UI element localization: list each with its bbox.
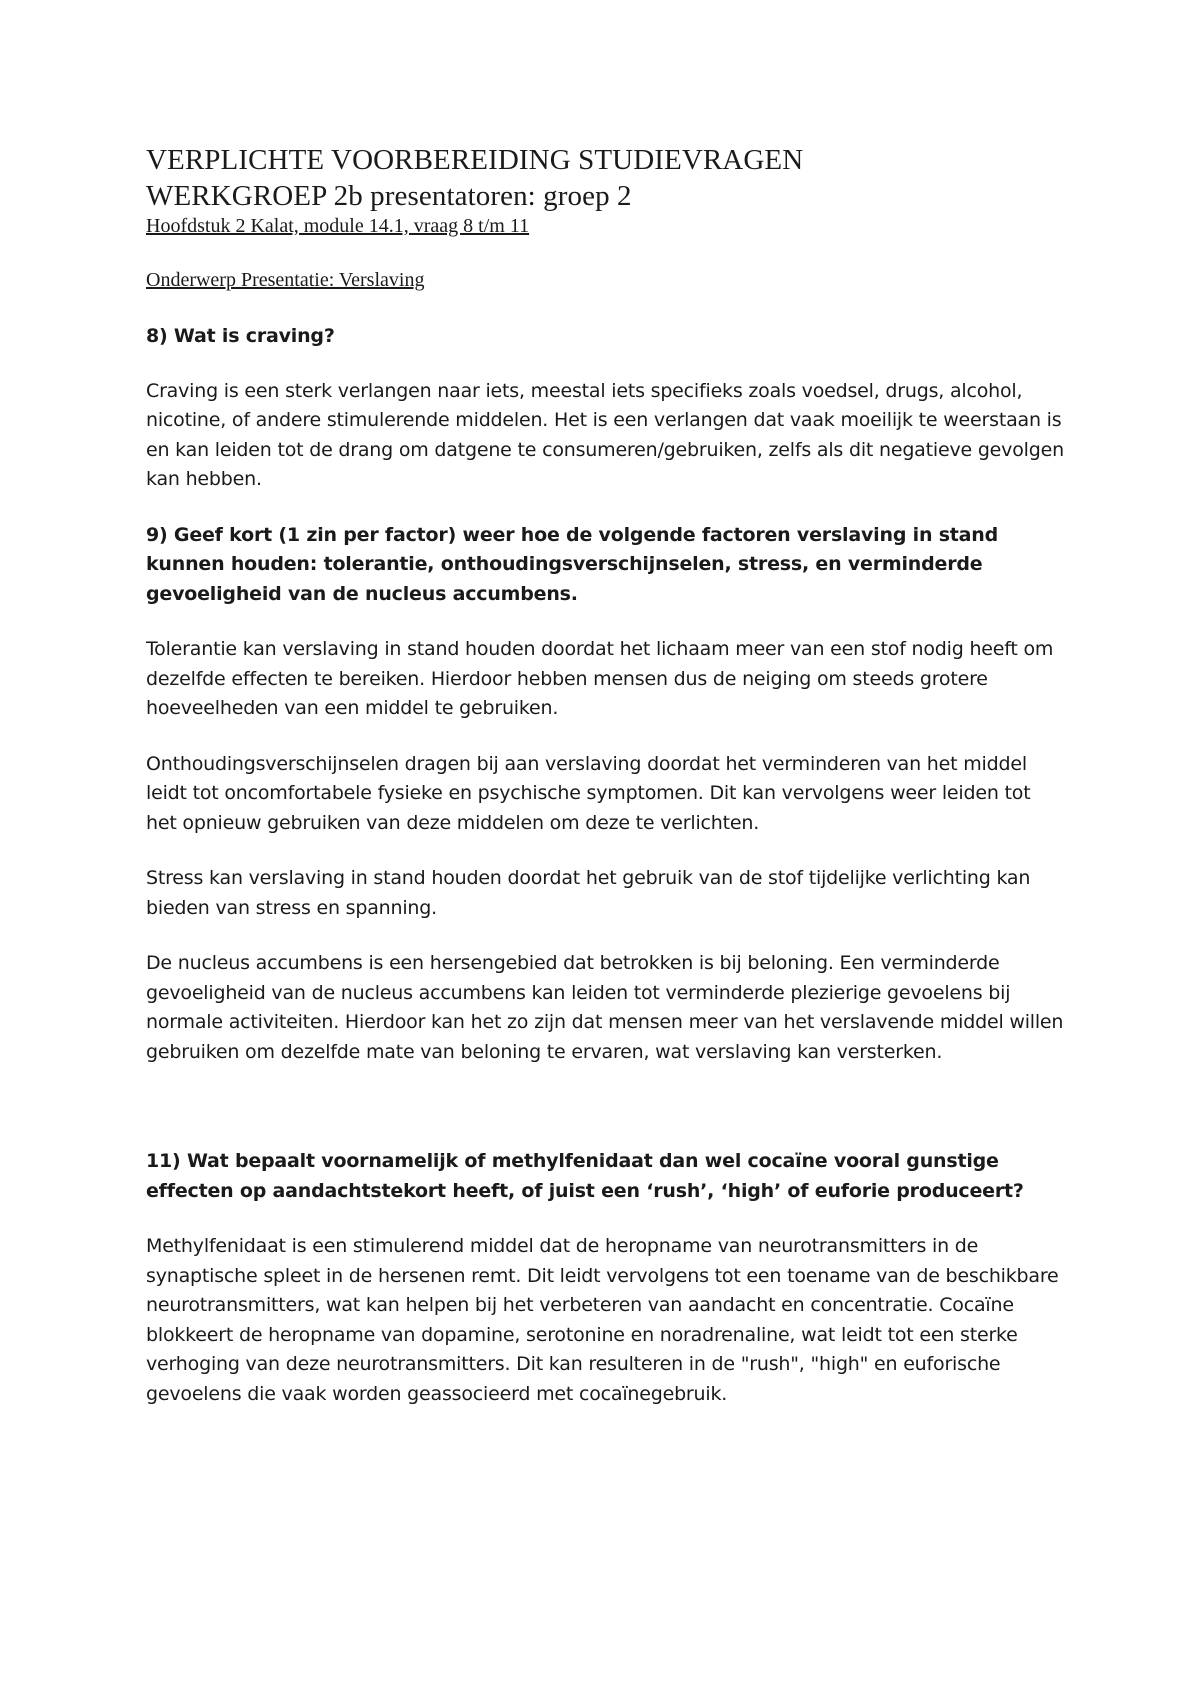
title-line-1: VERPLICHTE VOORBEREIDING STUDIEVRAGEN <box>146 144 804 176</box>
question-9: 9) Geef kort (1 zin per factor) weer hoe de volgende factoren verslaving in stand kunnen houden: tolerantie, onthoudingsverschijnselen, stress, en verminderde gevoeligheid van de nucleus accumbens. <box>146 523 999 605</box>
presentation-topic: Onderwerp Presentatie: Verslaving <box>146 269 425 291</box>
answer-9-onthouding: Onthoudingsverschijnselen dragen bij aan verslaving doordat het verminderen van het middel leidt tot oncomfortabele fysieke en psychische symptomen. Dit kan vervolgens weer leiden tot het opnieuw gebruiken van deze middelen om deze te verlichten. <box>146 752 1031 834</box>
title-line-2: WERKGROEP 2b presentatoren: groep 2 <box>146 180 632 212</box>
question-11: 11) Wat bepaalt voornamelijk of methylfenidaat dan wel cocaïne vooral gunstige effecten op aandachtstekort heeft, of juist een ‘rush’, ‘high’ of euforie produceert? <box>146 1150 1024 1202</box>
chapter-reference: Hoofdstuk 2 Kalat, module 14.1, vraag 8 t/m 11 <box>146 215 530 237</box>
question-8: 8) Wat is craving? <box>146 325 335 347</box>
answer-8: Craving is een sterk verlangen naar iets, meestal iets specifieks zoals voedsel, drugs, alcohol, nicotine, of andere stimulerende middelen. Het is een verlangen dat vaak moeilijk te weerstaan is en kan leiden tot de drang om datgene te consumeren/gebruiken, zelfs als dit negatieve gevolgen kan hebben. <box>146 379 1064 490</box>
answer-9-tolerantie: Tolerantie kan verslaving in stand houden doordat het lichaam meer van een stof nodig heeft om dezelfde effecten te bereiken. Hierdoor hebben mensen dus de neiging om steeds grotere hoeveelheden van een middel te gebruiken. <box>146 638 1054 719</box>
answer-11: Methylfenidaat is een stimulerend middel dat de heropname van neurotransmitters in de synaptische spleet in de hersenen remt. Dit leidt vervolgens tot een toename van de beschikbare neurotransmitters, wat kan helpen bij het verbeteren van aandacht en concentratie. Cocaïne blokkeert de heropname van dopamine, serotonine en noradrenaline, wat leidt tot een sterke verhoging van deze neurotransmitters. Dit kan resulteren in de "rush", "high" en euforische gevoelens die vaak worden geassocieerd met cocaïnegebruik. <box>146 1235 1059 1405</box>
document-title <box>146 142 1066 214</box>
answer-9-nucleus-accumbens: De nucleus accumbens is een hersengebied dat betrokken is bij beloning. Een verminderde gevoeligheid van de nucleus accumbens kan leiden tot verminderde plezierige gevoelens bij normale activiteiten. Hierdoor kan het zo zijn dat mensen meer van het verslavende middel willen gebruiken om dezelfde mate van beloning te ervaren, wat verslaving kan versterken. <box>146 952 1064 1063</box>
document-page <box>146 142 1066 1409</box>
answer-9-stress: Stress kan verslaving in stand houden doordat het gebruik van de stof tijdelijke verlichting kan bieden van stress en spanning. <box>146 867 1031 919</box>
